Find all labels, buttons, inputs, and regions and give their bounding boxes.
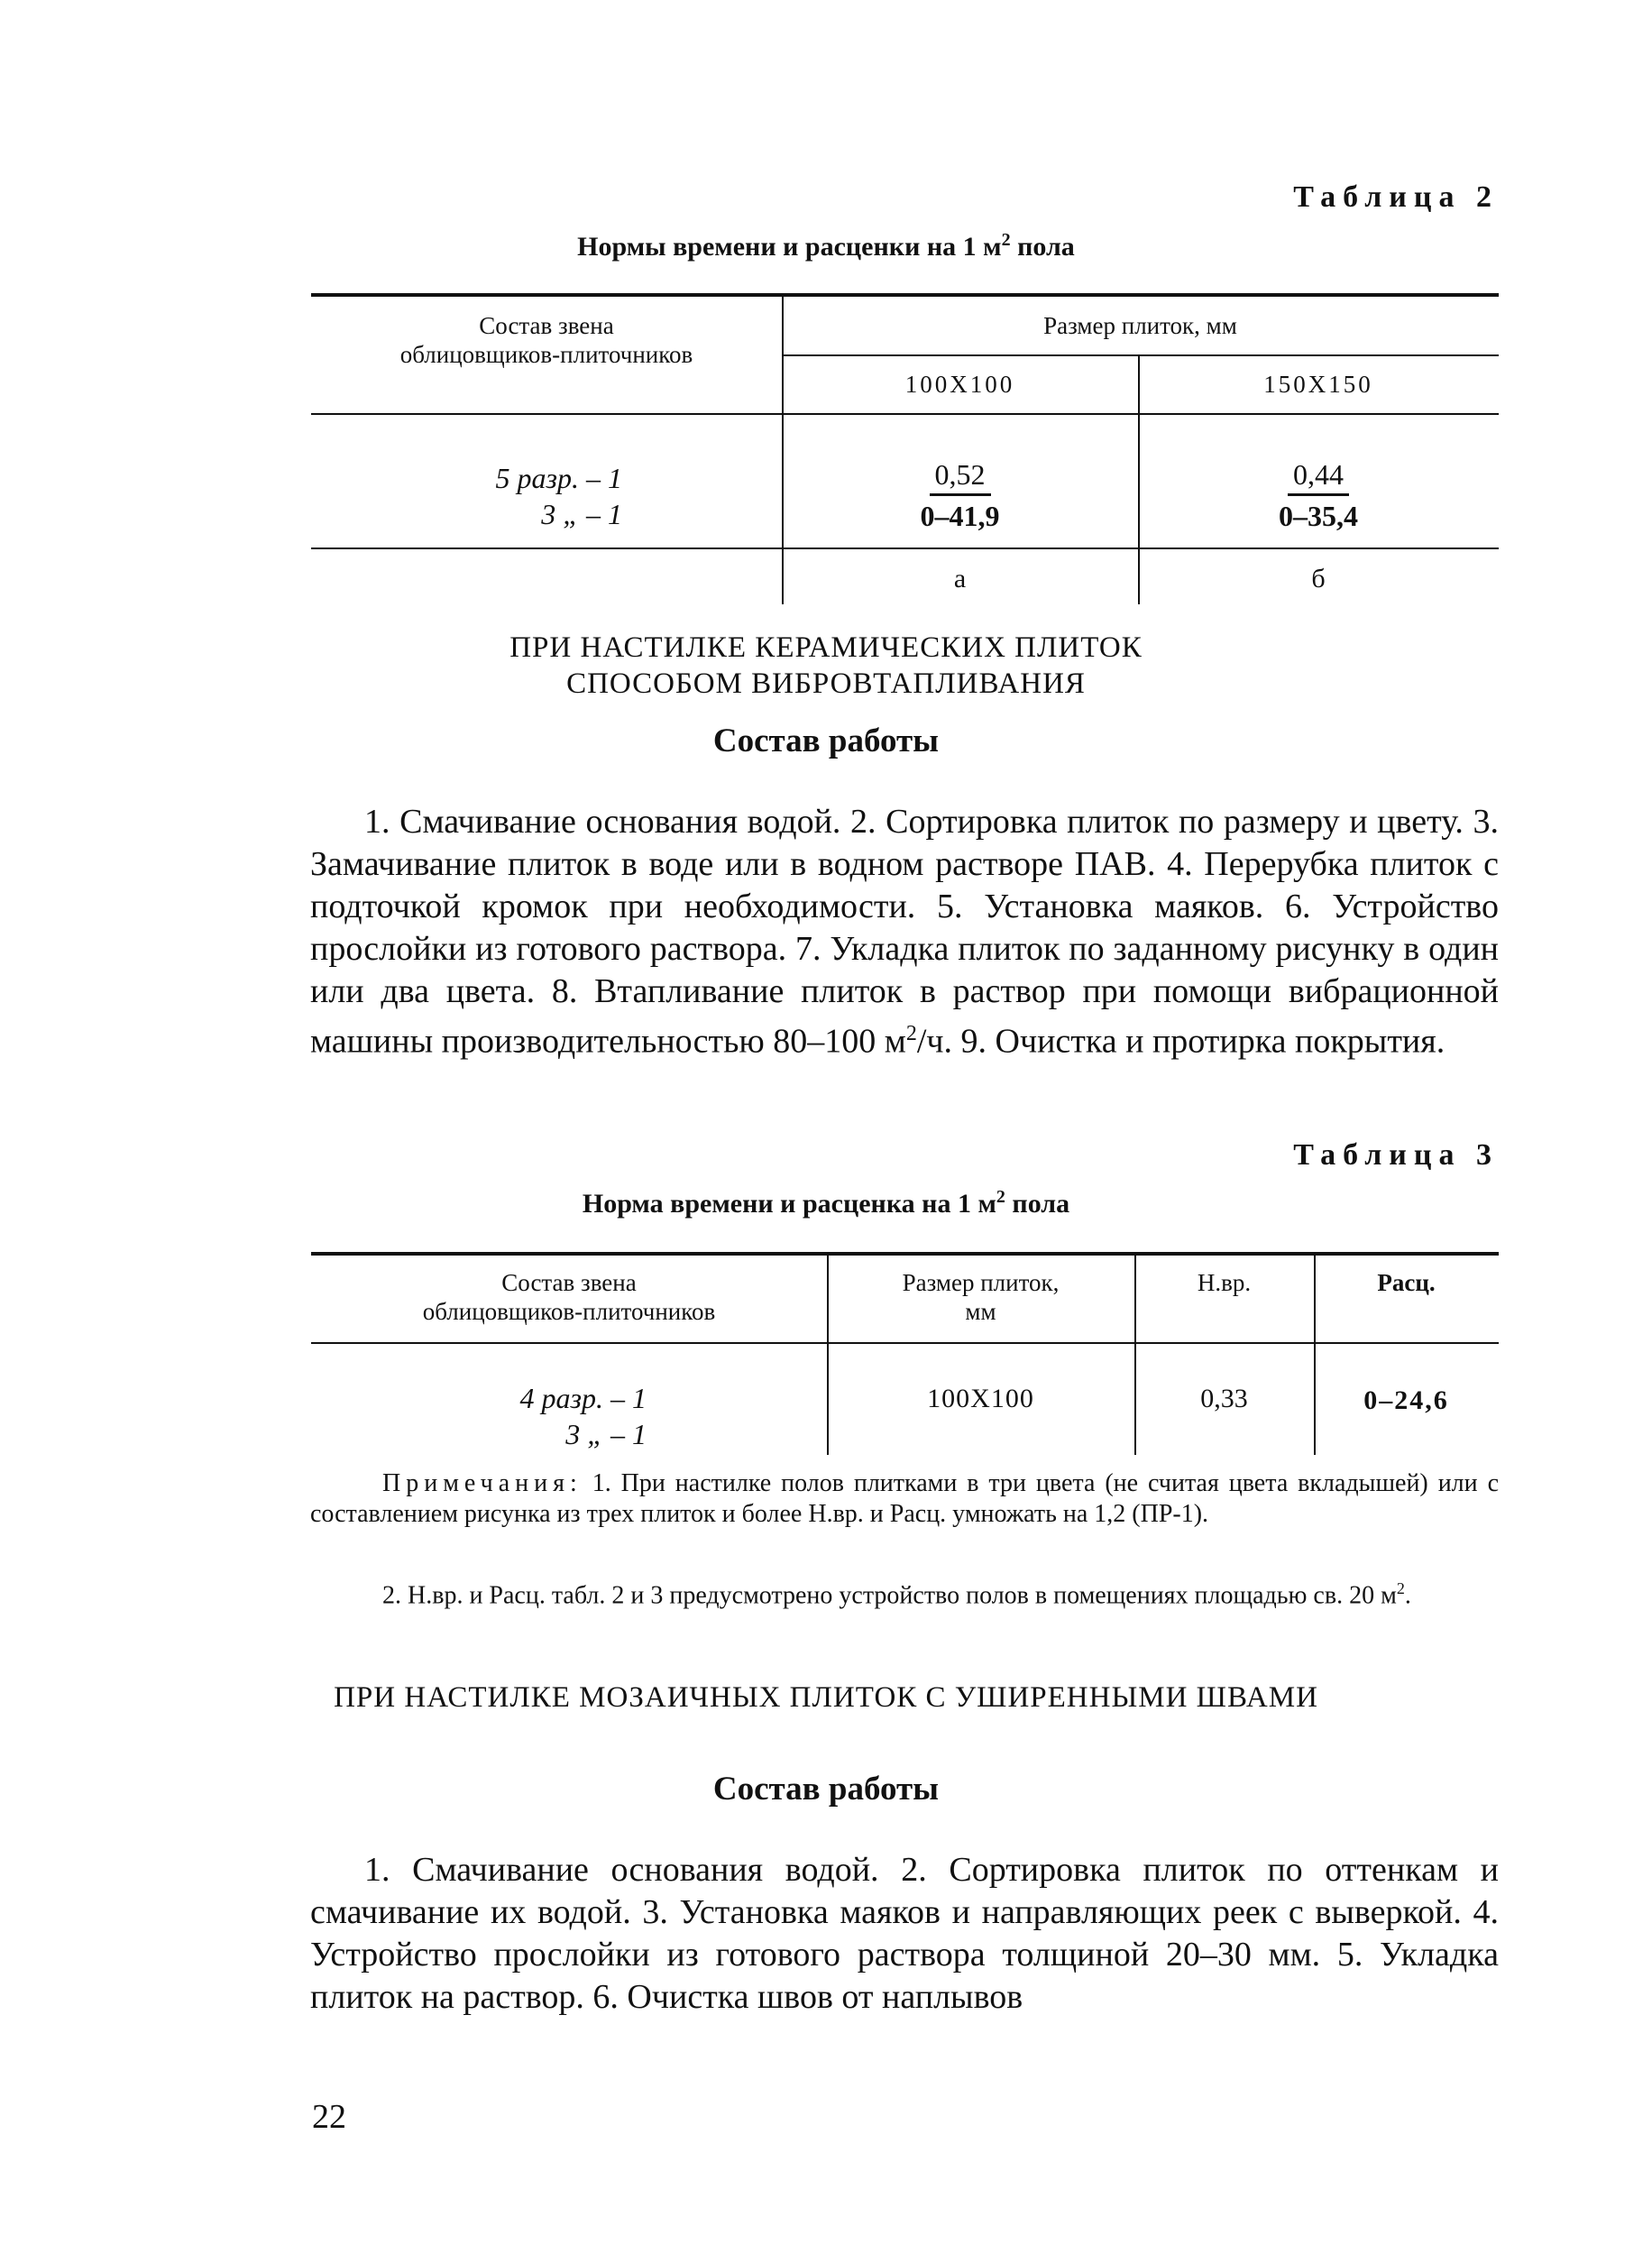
table-2-value-a (782, 458, 1138, 533)
table-2-crew: 5 разр. – 1 3 „ – 1 (495, 462, 622, 530)
table-2-norm-b: 0,44 (1288, 458, 1349, 496)
table-2-rate-a: 0–41,9 (920, 500, 1000, 532)
table-3-header-rate: Расц. (1377, 1269, 1436, 1296)
table-2-rate-b: 0–35,4 (1279, 500, 1358, 532)
table-2-norm-a: 0,52 (930, 458, 991, 496)
table-2-header-rule (311, 413, 1499, 415)
table-3-size: 100Х100 (927, 1384, 1034, 1413)
table-2-body-rule (311, 547, 1499, 549)
table-2 (311, 293, 1499, 591)
table-3 (311, 1252, 1499, 1459)
table-2-col-b-label: б (1311, 564, 1326, 593)
note-2: 2. Н.вр. и Расц. табл. 2 и 3 предусмотрено устройство полов в помещениях площадью св. 20 $м^2$. (382, 1579, 1411, 1610)
table-3-top-rule (311, 1252, 1499, 1256)
section-2-paragraph: 1. Смачивание основания водой. 2. Сортировка плиток по оттенкам и смачивание их водой. 3. Установка маяков и направляющих реек с выверкой. 4. Устройство прослойки из готового раствора толщиной 20–30 мм. 5. Укладка плиток на раствор. 6. Очистка швов от наплывов (310, 1851, 1499, 2016)
table-3-caption: Норма времени и расценка на 1 $м^2$ пола (582, 1187, 1070, 1219)
table-2-header-size: Размер плиток, мм (1043, 312, 1237, 339)
table-2-value-b (1138, 458, 1499, 533)
table-3-header-crew: Состав звена облицовщиков-плиточников (422, 1269, 716, 1325)
section-1-heading: Состав работы (712, 722, 940, 759)
page-number: 22 (312, 2098, 346, 2136)
table-3-label: Таблица 3 (1293, 1138, 1499, 1172)
section-1-title: ПРИ НАСТИЛКЕ КЕРАМИЧЕСКИХ ПЛИТОК СПОСОБОМ ВИБРОВТАПЛИВАНИЯ (509, 631, 1143, 700)
table-3-crew: 4 разр. – 1 3 „ – 1 (519, 1382, 647, 1450)
section-2-title: ПРИ НАСТИЛКЕ МОЗАИЧНЫХ ПЛИТОК С УШИРЕННЫМИ ШВАМИ (334, 1681, 1318, 1714)
note-1: Примечания: 1. При настилке полов плитками в три цвета (не считая цвета вкладышей) или с составлением рисунка из трех плиток и более Н.вр. и Расц. умножать на 1,2 (ПР-1). (310, 1469, 1499, 1528)
table-3-header-norm: Н.вр. (1197, 1269, 1252, 1296)
table-2-top-rule (311, 293, 1499, 297)
table-2-size-b: 150Х150 (1263, 371, 1373, 398)
table-2-header-crew: Состав звена облицовщиков-плиточников (399, 312, 693, 368)
table-2-size-a: 100Х100 (904, 371, 1015, 398)
table-2-label: Таблица 2 (1293, 180, 1499, 214)
table-3-header-size: Размер плиток, мм (902, 1269, 1060, 1325)
table-2-caption: Нормы времени и расценки на 1 $м^2$ пола (577, 230, 1075, 262)
table-2-subheader-rule (782, 354, 1499, 356)
table-3-rate: 0–24,6 (1363, 1385, 1449, 1415)
table-3-header-rule (311, 1342, 1499, 1344)
notes-label: Примечания: (382, 1469, 583, 1497)
table-3-norm: 0,33 (1200, 1384, 1248, 1413)
table-2-col-a-label: а (953, 564, 967, 593)
section-1-paragraph: 1. Смачивание основания водой. 2. Сортировка плиток по размеру и цвету. 3. Замачивание плиток в воде или в водном растворе ПАВ. 4. Перерубка плиток с подточкой кромок при необходимости. 5. Установка маяков. 6. Устройство прослойки из готового раствора. 7. Укладка плиток по заданному рисунку в один или два цвета. 8. Втапливание плиток в раствор при помощи вибрационной машины производительностью 80–100 $м^2/ч$. 9. Очистка и протирка покрытия. (310, 803, 1499, 1061)
section-2-heading: Состав работы (712, 1771, 940, 1808)
